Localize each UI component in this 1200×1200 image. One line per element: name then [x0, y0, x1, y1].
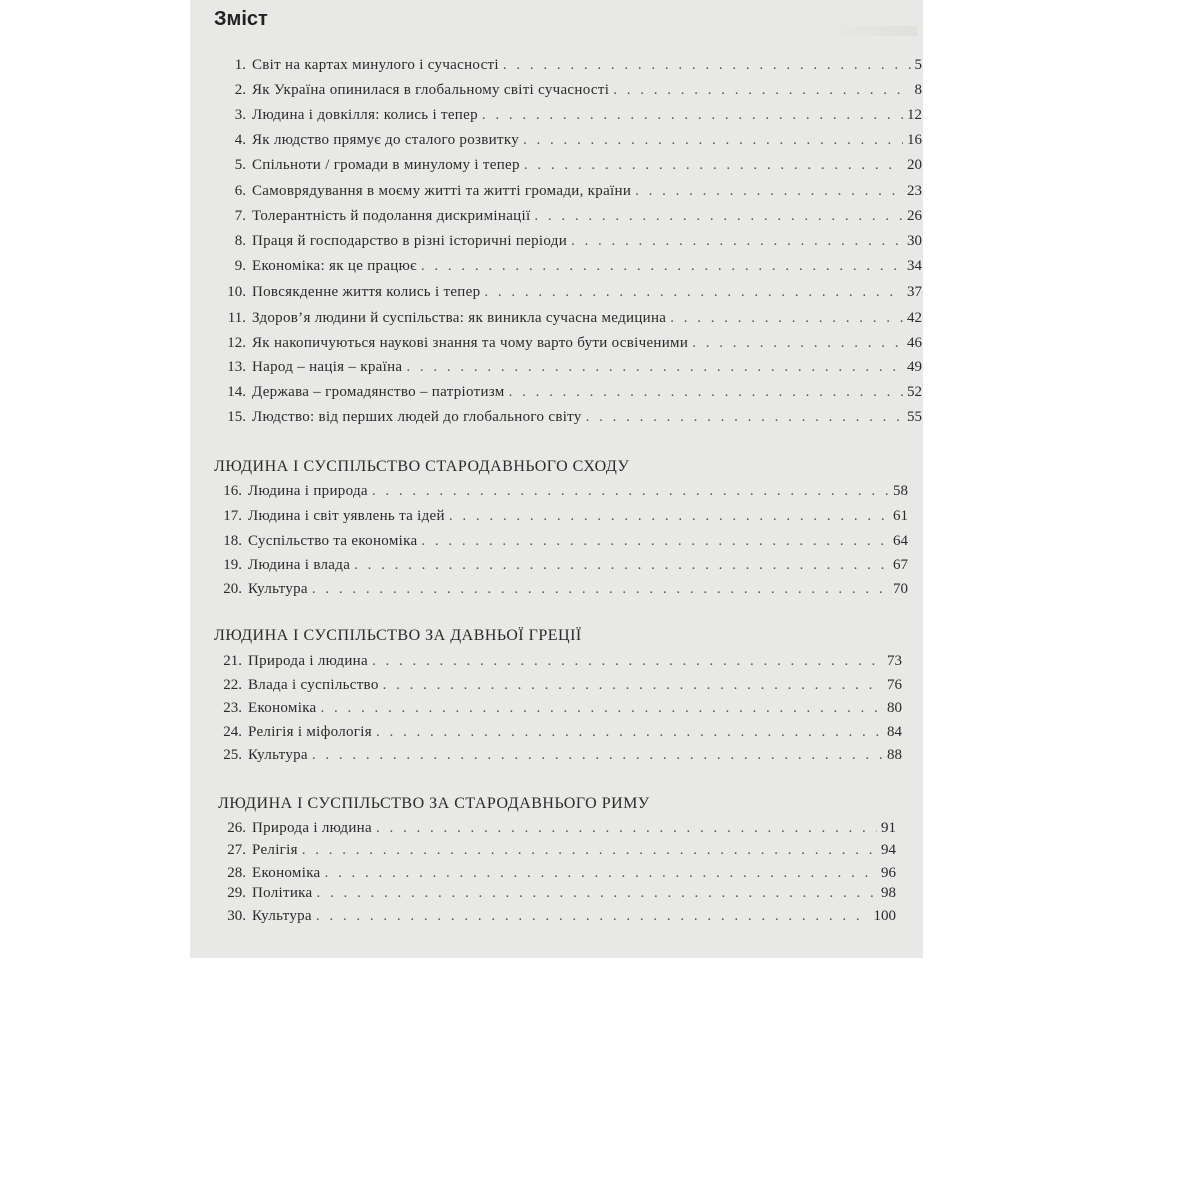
- toc-entry-page-number: 20: [907, 157, 922, 173]
- toc-entry-page-number: 30: [907, 233, 922, 249]
- toc-entry-title: Спільноти / громади в минулому і тепер: [252, 157, 520, 173]
- toc-entry-page-number: 84: [887, 724, 902, 740]
- toc-entry: [204, 384, 922, 406]
- toc-entry-number: 14.: [227, 384, 246, 400]
- toc-entry: [196, 724, 902, 746]
- dot-leader: [524, 157, 903, 174]
- toc-entry-page-number: 49: [907, 359, 922, 375]
- toc-entry-title: Світ на картах минулого і сучасності: [252, 57, 499, 73]
- toc-entry-number: 16.: [223, 483, 242, 499]
- toc-entry: [204, 57, 922, 79]
- dot-leader: [482, 107, 903, 124]
- dot-leader: [534, 208, 903, 225]
- dot-leader: [503, 57, 911, 74]
- toc-entry: [204, 258, 922, 280]
- toc-entry-page-number: 12: [907, 107, 922, 123]
- dot-leader: [325, 865, 877, 882]
- dot-leader: [523, 132, 903, 149]
- dot-leader: [406, 359, 903, 376]
- toc-entry-number: 6.: [234, 183, 246, 199]
- toc-entry: [196, 677, 902, 699]
- toc-entry-title: Політика: [252, 885, 313, 901]
- dot-leader: [317, 885, 878, 902]
- dot-leader: [302, 842, 877, 859]
- toc-entry: [204, 107, 922, 129]
- toc-entry: [204, 409, 922, 431]
- faint-print-mark: [827, 26, 917, 36]
- dot-leader: [372, 653, 883, 670]
- dot-leader: [571, 233, 903, 250]
- toc-entry-page-number: 96: [881, 865, 896, 881]
- dot-leader: [449, 508, 889, 525]
- toc-entry-title: Як Україна опинилася в глобальному світі сучасності: [252, 82, 610, 98]
- toc-entry: [204, 208, 922, 230]
- dot-leader: [312, 747, 883, 764]
- dot-leader: [372, 483, 889, 500]
- dot-leader: [670, 310, 903, 327]
- toc-entry: [196, 533, 908, 555]
- toc-entry-number: 30.: [227, 908, 246, 924]
- toc-entry: [196, 700, 902, 722]
- toc-entry-page-number: 88: [887, 747, 902, 763]
- toc-entry-title: Природа і людина: [252, 820, 372, 836]
- toc-entry-number: 2.: [234, 82, 246, 98]
- dot-leader: [692, 335, 903, 352]
- toc-entry: [204, 335, 922, 357]
- toc-entry-number: 7.: [234, 208, 246, 224]
- toc-entry: [204, 284, 922, 306]
- toc-entry-number: 28.: [227, 865, 246, 881]
- dot-leader: [321, 700, 883, 717]
- toc-entry-page-number: 58: [893, 483, 908, 499]
- dot-leader: [635, 183, 903, 200]
- toc-entry-page-number: 52: [907, 384, 922, 400]
- toc-entry-title: Економіка: як це працює: [252, 258, 417, 274]
- toc-entry-number: 11.: [227, 310, 246, 326]
- toc-entry-title: Людина і природа: [248, 483, 368, 499]
- toc-entry-number: 3.: [234, 107, 246, 123]
- toc-entry: [204, 82, 922, 104]
- toc-entry-number: 10.: [227, 284, 246, 300]
- toc-entry-page-number: 73: [887, 653, 902, 669]
- toc-entry-title: Людина і влада: [248, 557, 351, 573]
- toc-entry: [196, 508, 908, 530]
- book-page: [190, 0, 923, 958]
- toc-entry-title: Праця й господарство в різні історичні періоди: [252, 233, 568, 249]
- toc-entry-page-number: 46: [907, 335, 922, 351]
- toc-entry-page-number: 94: [881, 842, 896, 858]
- toc-entry-number: 19.: [223, 557, 242, 573]
- toc-entry-page-number: 16: [907, 132, 922, 148]
- toc-entry-title: Культура: [248, 747, 308, 763]
- toc-entry-title: Держава – громадянство – патріотизм: [252, 384, 505, 400]
- dot-leader: [354, 557, 889, 574]
- toc-entry: [200, 908, 896, 930]
- toc-entry-title: Здоров’я людини й суспільства: як виникла сучасна медицина: [252, 310, 667, 326]
- toc-entry-page-number: 26: [907, 208, 922, 224]
- toc-entry-number: 13.: [227, 359, 246, 375]
- toc-entry-number: 21.: [223, 653, 242, 669]
- toc-entry-page-number: 91: [881, 820, 896, 836]
- toc-entry-number: 4.: [234, 132, 246, 148]
- dot-leader: [316, 908, 870, 925]
- section-heading: ЛЮДИНА І СУСПІЛЬСТВО СТАРОДАВНЬОГО СХОДУ: [214, 458, 630, 475]
- dot-leader: [383, 677, 883, 694]
- toc-entry-title: Народ – нація – країна: [252, 359, 403, 375]
- dot-leader: [376, 820, 877, 837]
- toc-entry: [200, 842, 896, 864]
- toc-entry-title: Економіка: [252, 865, 321, 881]
- toc-entry: [204, 359, 922, 381]
- toc-entry-title: Як людство прямує до сталого розвитку: [252, 132, 520, 148]
- toc-entry-number: 18.: [223, 533, 242, 549]
- toc-entry-number: 24.: [223, 724, 242, 740]
- toc-entry: [200, 865, 896, 887]
- section-heading: ЛЮДИНА І СУСПІЛЬСТВО ЗА СТАРОДАВНЬОГО РИМУ: [218, 795, 650, 812]
- toc-entry: [204, 132, 922, 154]
- toc-entry: [200, 885, 896, 907]
- dot-leader: [421, 533, 889, 550]
- toc-entry-title: Людина і довкілля: колись і тепер: [252, 107, 478, 123]
- toc-entry-number: 9.: [234, 258, 246, 274]
- toc-entry-title: Людство: від перших людей до глобального світу: [252, 409, 582, 425]
- dot-leader: [613, 82, 910, 99]
- toc-entry: [196, 557, 908, 579]
- toc-entry-page-number: 8: [914, 82, 922, 98]
- toc-entry: [200, 820, 896, 842]
- toc-entry-title: Повсякденне життя колись і тепер: [252, 284, 481, 300]
- dot-leader: [484, 284, 903, 301]
- section-heading: ЛЮДИНА І СУСПІЛЬСТВО ЗА ДАВНЬОЇ ГРЕЦІЇ: [214, 627, 582, 644]
- toc-entry-number: 8.: [234, 233, 246, 249]
- toc-entry-number: 25.: [223, 747, 242, 763]
- dot-leader: [312, 581, 889, 598]
- toc-entry: [196, 747, 902, 769]
- toc-entry-number: 5.: [234, 157, 246, 173]
- toc-entry-page-number: 80: [887, 700, 902, 716]
- toc-entry-title: Релігія: [252, 842, 298, 858]
- toc-entry: [196, 581, 908, 603]
- toc-entry-page-number: 61: [893, 508, 908, 524]
- toc-entry-title: Влада і суспільство: [248, 677, 379, 693]
- toc-entry-number: 12.: [227, 335, 246, 351]
- toc-entry-number: 1.: [234, 57, 246, 73]
- toc-entry-number: 15.: [227, 409, 246, 425]
- toc-entry-title: Людина і світ уявлень та ідей: [248, 508, 445, 524]
- toc-entry-page-number: 67: [893, 557, 908, 573]
- toc-entry-page-number: 34: [907, 258, 922, 274]
- toc-entry-page-number: 5: [914, 57, 922, 73]
- toc-entry-title: Суспільство та економіка: [248, 533, 418, 549]
- toc-entry-page-number: 64: [893, 533, 908, 549]
- toc-entry-title: Релігія і міфологія: [248, 724, 372, 740]
- toc-entry-page-number: 55: [907, 409, 922, 425]
- toc-title: Зміст: [214, 8, 268, 30]
- toc-entry-page-number: 42: [907, 310, 922, 326]
- toc-entry-number: 23.: [223, 700, 242, 716]
- toc-entry: [204, 233, 922, 255]
- toc-entry-title: Економіка: [248, 700, 317, 716]
- toc-entry-page-number: 98: [881, 885, 896, 901]
- toc-entry-title: Як накопичуються наукові знання та чому варто бути освіченими: [252, 335, 689, 351]
- toc-entry: [204, 310, 922, 332]
- toc-entry-page-number: 70: [893, 581, 908, 597]
- dot-leader: [376, 724, 883, 741]
- toc-entry-number: 27.: [227, 842, 246, 858]
- toc-entry-page-number: 23: [907, 183, 922, 199]
- toc-entry-number: 17.: [223, 508, 242, 524]
- toc-entry: [196, 653, 902, 675]
- toc-entry-page-number: 76: [887, 677, 902, 693]
- dot-leader: [509, 384, 903, 401]
- toc-entry-page-number: 37: [907, 284, 922, 300]
- dot-leader: [421, 258, 903, 275]
- toc-entry: [204, 183, 922, 205]
- toc-entry: [204, 157, 922, 179]
- toc-entry-number: 26.: [227, 820, 246, 836]
- toc-entry-title: Самоврядування в моєму житті та житті громади, країни: [252, 183, 632, 199]
- toc-entry-page-number: 100: [873, 908, 896, 924]
- toc-entry-number: 22.: [223, 677, 242, 693]
- dot-leader: [586, 409, 903, 426]
- toc-entry: [196, 483, 908, 505]
- toc-entry-title: Культура: [248, 581, 308, 597]
- toc-entry-title: Культура: [252, 908, 312, 924]
- toc-entry-title: Толерантність й подолання дискримінації: [252, 208, 531, 224]
- toc-entry-number: 20.: [223, 581, 242, 597]
- toc-entry-number: 29.: [227, 885, 246, 901]
- toc-entry-title: Природа і людина: [248, 653, 368, 669]
